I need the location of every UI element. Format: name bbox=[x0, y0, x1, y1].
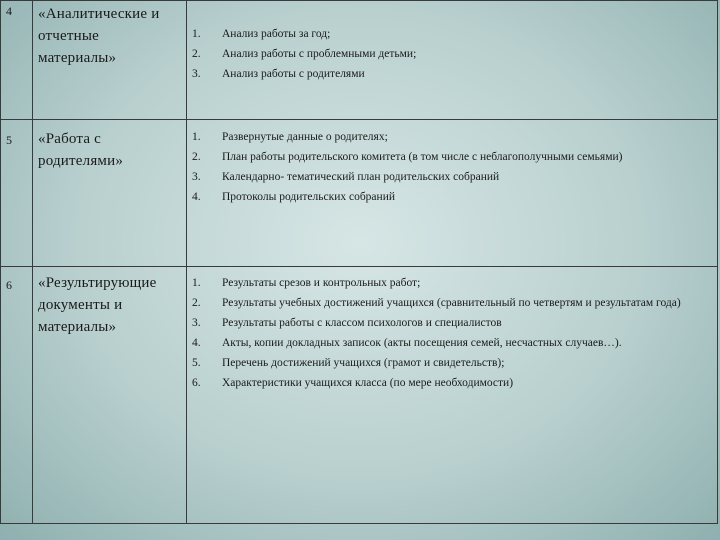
item-number: 2. bbox=[192, 151, 201, 163]
item-text: Анализ работы с проблемными детьми; bbox=[222, 48, 417, 60]
row-items-list bbox=[192, 273, 707, 393]
list-item bbox=[192, 24, 707, 44]
row-title: «Аналитические и отчетные материалы» bbox=[38, 6, 160, 66]
row-items-list bbox=[192, 127, 707, 207]
list-item bbox=[192, 313, 707, 333]
list-item bbox=[192, 273, 707, 293]
list-item bbox=[192, 64, 707, 84]
item-text: Календарно- тематический план родительских собраний bbox=[222, 171, 500, 183]
item-number: 3. bbox=[192, 317, 201, 329]
row-divider bbox=[0, 119, 718, 120]
column-divider-number bbox=[32, 0, 33, 524]
item-number: 1. bbox=[192, 131, 201, 143]
list-item bbox=[192, 353, 707, 373]
row-number: 5 bbox=[6, 133, 12, 147]
item-text: Протоколы родительских собраний bbox=[222, 191, 395, 203]
list-item bbox=[192, 373, 707, 393]
item-text: Результаты срезов и контрольных работ; bbox=[222, 277, 421, 289]
item-number: 2. bbox=[192, 297, 201, 309]
item-text: План работы родительского комитета (в том числе с неблагополучными семьями) bbox=[222, 151, 623, 163]
column-divider-title bbox=[186, 0, 187, 524]
item-number: 1. bbox=[192, 28, 201, 40]
row-title: «Работа с родителями» bbox=[38, 131, 124, 169]
item-text: Характеристики учащихся класса (по мере необходимости) bbox=[222, 377, 514, 389]
item-text: Перечень достижений учащихся (грамот и свидетельств); bbox=[222, 357, 505, 369]
item-text: Результаты учебных достижений учащихся (сравнительный по четвертям и результатам года) bbox=[222, 297, 681, 309]
list-item bbox=[192, 167, 707, 187]
item-number: 3. bbox=[192, 171, 201, 183]
item-text: Акты, копии докладных записок (акты посещения семей, несчастных случаев…). bbox=[222, 337, 622, 349]
list-item bbox=[192, 147, 707, 167]
list-item bbox=[192, 44, 707, 64]
row-number: 6 bbox=[6, 278, 12, 292]
item-number: 6. bbox=[192, 377, 201, 389]
row-items-list bbox=[192, 24, 707, 84]
item-text: Результаты работы с классом психологов и специалистов bbox=[222, 317, 502, 329]
list-item bbox=[192, 333, 707, 353]
row-title: «Результирующие документы и материалы» bbox=[38, 275, 157, 335]
item-text: Развернутые данные о родителях; bbox=[222, 131, 388, 143]
item-number: 3. bbox=[192, 68, 201, 80]
item-number: 4. bbox=[192, 191, 201, 203]
item-number: 4. bbox=[192, 337, 201, 349]
item-number: 1. bbox=[192, 277, 201, 289]
list-item bbox=[192, 127, 707, 147]
item-text: Анализ работы за год; bbox=[222, 28, 331, 40]
item-text: Анализ работы с родителями bbox=[222, 68, 365, 80]
item-number: 2. bbox=[192, 48, 201, 60]
list-item bbox=[192, 187, 707, 207]
row-number: 4 bbox=[6, 4, 12, 18]
list-item bbox=[192, 293, 707, 313]
row-divider bbox=[0, 266, 718, 267]
item-number: 5. bbox=[192, 357, 201, 369]
